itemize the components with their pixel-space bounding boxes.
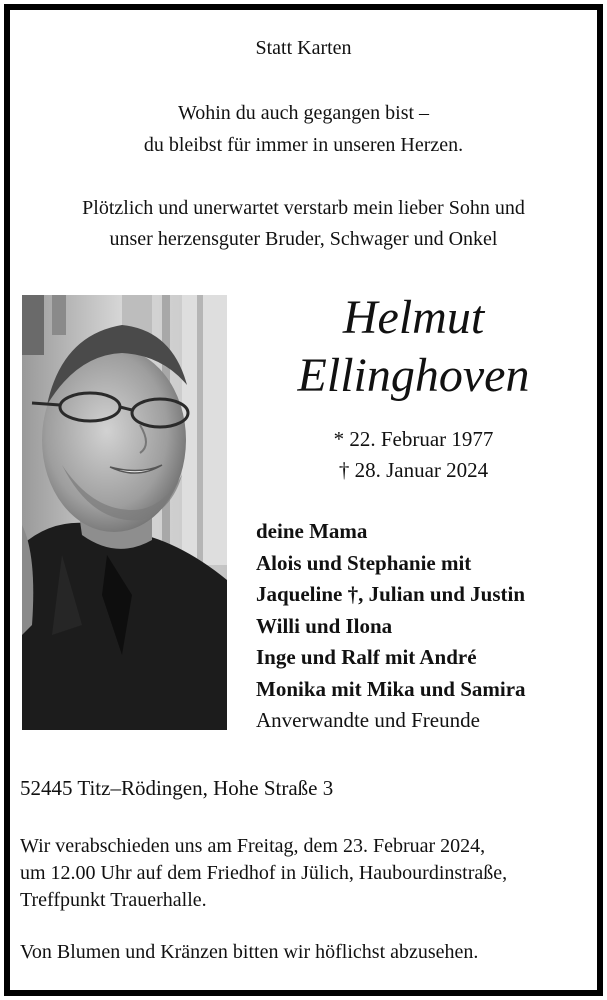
funeral-line-2: um 12.00 Uhr auf dem Friedhof in Jülich, Haubourdinstraße, xyxy=(20,862,508,884)
intro-line-2: unser herzensguter Bruder, Schwager und Onkel xyxy=(109,228,498,250)
statt-karten: Statt Karten xyxy=(255,37,352,59)
funeral-line-1: Wir verabschieden uns am Freitag, dem 23. Februar 2024, xyxy=(20,835,486,857)
mourner-line: Jaqueline †, Julian und Justin xyxy=(256,582,526,606)
portrait-photo xyxy=(22,295,227,730)
funeral-line-3: Treffpunkt Trauerhalle. xyxy=(20,889,207,911)
deceased-last-name: Ellinghoven xyxy=(297,349,530,402)
birth-date: * 22. Februar 1977 xyxy=(333,427,494,451)
intro-line-1: Plötzlich und unerwartet verstarb mein lieber Sohn und xyxy=(82,197,525,219)
verse-line-2: du bleibst für immer in unseren Herzen. xyxy=(143,134,464,156)
address: 52445 Titz–Rödingen, Hohe Straße 3 xyxy=(20,776,334,800)
mourners-list xyxy=(256,516,596,737)
deceased-first-name: Helmut xyxy=(342,291,485,344)
death-date: † 28. Januar 2024 xyxy=(338,458,489,482)
mourner-line: Monika mit Mika und Samira xyxy=(256,676,526,701)
mourner-line: Inge und Ralf mit André xyxy=(256,645,477,669)
verse-line-1: Wohin du auch gegangen bist – xyxy=(177,102,430,124)
mourner-line: Anverwandte und Freunde xyxy=(256,708,480,732)
mourner-line: deine Mama xyxy=(256,519,368,543)
mourner-line: Alois und Stephanie mit xyxy=(256,550,472,575)
flower-note: Von Blumen und Kränzen bitten wir höflichst abzusehen. xyxy=(20,941,479,963)
mourner-line: Willi und Ilona xyxy=(256,613,393,638)
